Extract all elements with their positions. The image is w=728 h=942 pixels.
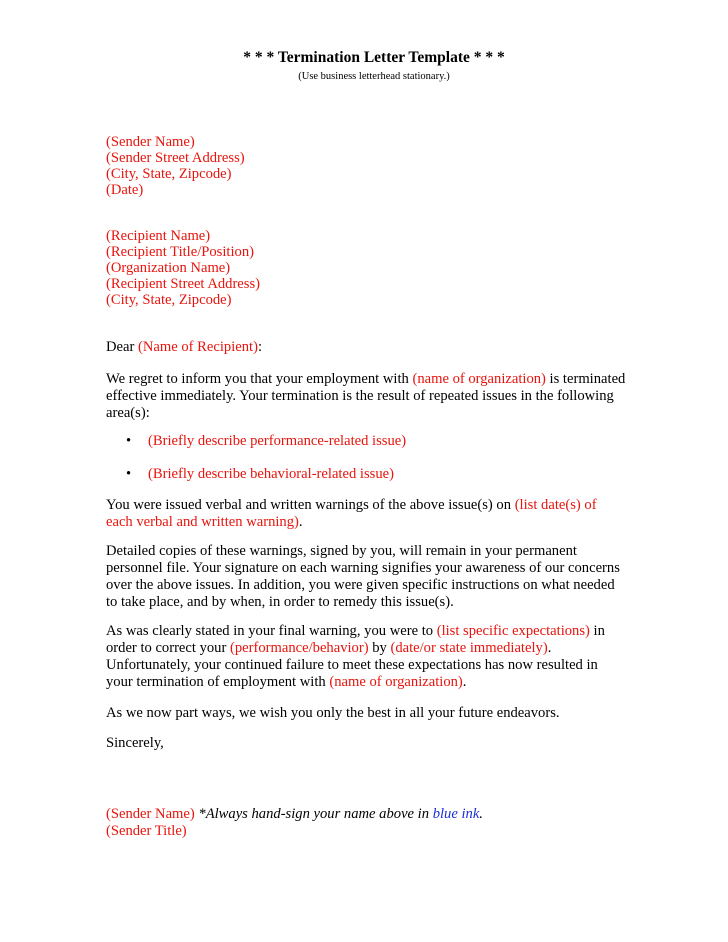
letter-title: * * * Termination Letter Template * * * [243, 49, 505, 66]
final-warning-paragraph: As was clearly stated in your final warning, you were to (list specific expectations) in order to correct your (performance/behavior) by (date/or state immediately). Unfortunately, your continued failure to meet these expectations has now resulted in your termination of employment with (name of organization). [106, 623, 605, 690]
recipient-street-line: (Recipient Street Address) [106, 276, 261, 292]
salutation: Dear (Name of Recipient): [106, 339, 263, 355]
sender-address-block [106, 134, 626, 198]
letter-subtitle: (Use business letterhead stationary.) [298, 71, 450, 82]
closing: Sincerely, [106, 735, 164, 751]
recipient-address-block [106, 228, 626, 308]
signature-note: *Always hand-sign your name above in [194, 806, 433, 822]
expectations-placeholder: (list specific expectations) [436, 623, 590, 639]
signature-line: (Sender Name) *Always hand-sign your name above in blue ink. [106, 806, 483, 822]
farewell-paragraph: As we now part ways, we wish you only the best in all your future endeavors. [106, 705, 560, 721]
performance-issue-placeholder: (Briefly describe performance-related issue) [148, 433, 407, 449]
sender-city-line: (City, State, Zipcode) [106, 166, 232, 182]
sender-name-line: (Sender Name) [106, 134, 195, 150]
performance-behavior-placeholder: (performance/behavior) [230, 640, 369, 656]
recipient-name-line: (Recipient Name) [106, 228, 211, 244]
termination-paragraph: We regret to inform you that your employment with (name of organization) is terminated effective immediately. Your termination is the result of repeated issues in the following area(s): [106, 371, 626, 421]
warning-dates-placeholder: (list date(s) of each verbal and written warning) [106, 497, 597, 530]
organization-placeholder: (name of organization) [329, 674, 463, 690]
deadline-placeholder: (date/or state immediately) [390, 640, 548, 656]
copies-paragraph: Detailed copies of these warnings, signed by you, will remain in your permanent personnel file. Your signature on each warning signifies your awareness of our concerns over the above issues. In addition, you were given specific instructions on what needed to take place, and by when, in order to remedy this issue(s). [106, 543, 620, 610]
organization-placeholder: (name of organization) [412, 371, 546, 387]
sender-title-placeholder: (Sender Title) [106, 823, 187, 839]
sender-name-placeholder: (Sender Name) [106, 806, 195, 822]
organization-name-line: (Organization Name) [106, 260, 231, 276]
bullet-icon: • [126, 433, 132, 449]
bullet-icon: • [126, 466, 132, 482]
sender-street-line: (Sender Street Address) [106, 150, 245, 166]
blue-ink-note: blue ink [432, 806, 480, 822]
recipient-title-line: (Recipient Title/Position) [106, 244, 254, 260]
behavior-issue-placeholder: (Briefly describe behavioral-related issue) [148, 466, 394, 482]
recipient-city-line: (City, State, Zipcode) [106, 292, 232, 308]
recipient-name-placeholder: (Name of Recipient) [138, 339, 258, 355]
warnings-paragraph: You were issued verbal and written warnings of the above issue(s) on (list date(s) of each verbal and written warning). [106, 497, 597, 530]
date-line: (Date) [106, 182, 144, 198]
